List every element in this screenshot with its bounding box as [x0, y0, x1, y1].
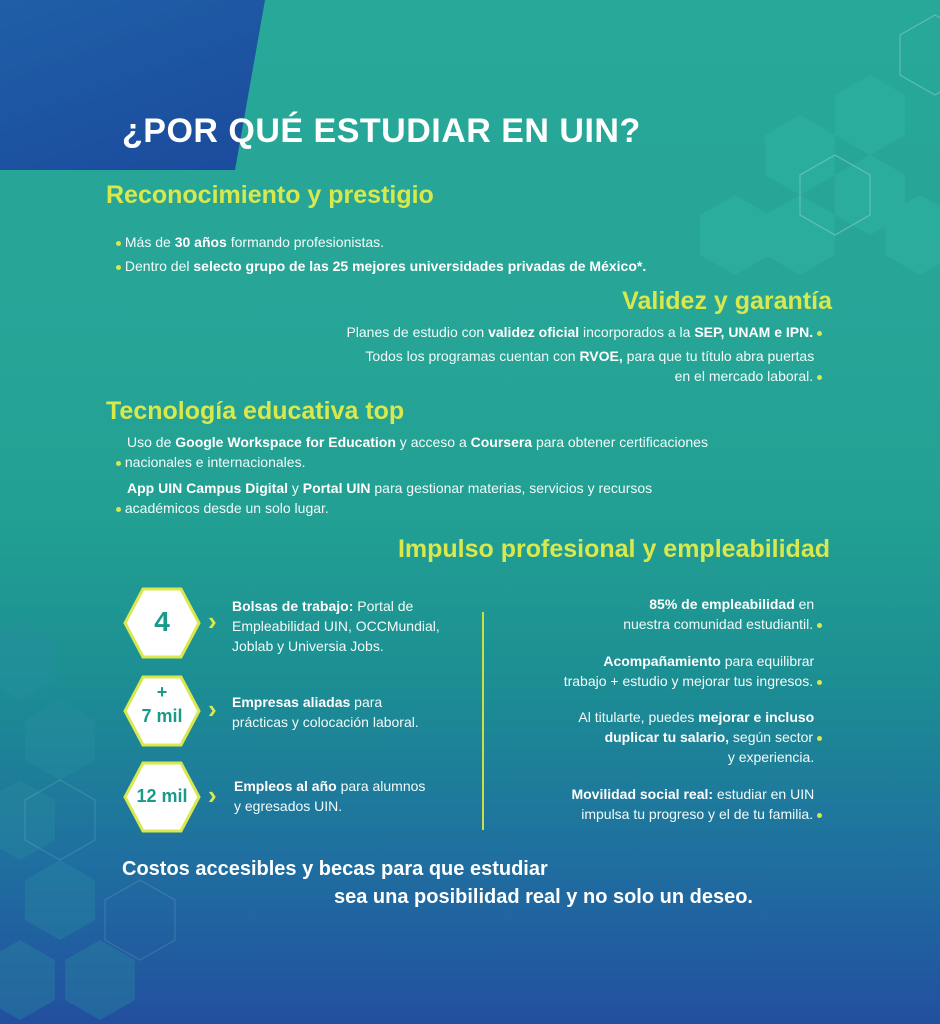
list-item: Planes de estudio con validez oficial incorporados a la SEP, UNAM e IPN.	[346, 322, 822, 342]
bullet-dot	[817, 331, 822, 336]
cta-line-1: Costos accesibles y becas para que estudiar	[122, 858, 548, 880]
bullet-dot	[116, 461, 121, 466]
divider-line	[482, 612, 484, 830]
bullet-dot	[116, 265, 121, 270]
section-heading-impulso: Impulso profesional y empleabilidad	[397, 535, 830, 563]
bullet-dot	[817, 736, 822, 741]
section-heading-tecnologia: Tecnología educativa top	[106, 397, 405, 425]
cta-line-2: sea una posibilidad real y no solo un deseo.	[334, 886, 753, 908]
stat-value: 12 mil	[136, 786, 188, 806]
section-heading-reconocimiento: Reconocimiento y prestigio	[106, 181, 434, 209]
list-item: Al titularte, puedes mejorar e incluso duplicar tu salario, según sector y experiencia.	[578, 707, 822, 767]
stat-text: Bolsas de trabajo: Portal de Empleabilidad UIN, OCCMundial, Joblab y Universia Jobs.	[232, 598, 440, 654]
list-item: Movilidad social real: estudiar en UIN impulsa tu progreso y el de tu familia.	[571, 784, 822, 824]
list-item: Más de 30 años formando profesionistas.	[116, 232, 384, 252]
stat-hexagon	[123, 674, 201, 748]
stat-hexagon	[123, 760, 201, 834]
list-item: Uso de Google Workspace for Education y acceso a Coursera para obtener certificaciones nacionales e internacionales.	[116, 432, 708, 472]
stat-text: Empresas aliadas para prácticas y colocación laboral.	[232, 694, 419, 730]
list-item: 85% de empleabilidad en nuestra comunidad estudiantil.	[623, 594, 822, 634]
chevron-right-icon: ›	[208, 694, 217, 724]
stat-plus: +	[156, 682, 168, 702]
stat-hexagon	[123, 586, 201, 660]
bullet-dot	[817, 813, 822, 818]
stat-value: 7 mil	[141, 706, 183, 726]
list-item: App UIN Campus Digital y Portal UIN para gestionar materias, servicios y recursos académicos desde un solo lugar.	[116, 478, 652, 518]
bullet-dot	[817, 623, 822, 628]
bullet-dot	[116, 241, 121, 246]
bullet-dot	[817, 680, 822, 685]
bullet-dot	[116, 507, 121, 512]
chevron-right-icon: ›	[208, 780, 217, 810]
list-item: Acompañamiento para equilibrar trabajo + estudio y mejorar tus ingresos.	[564, 651, 822, 691]
page-title: ¿POR QUÉ ESTUDIAR EN UIN?	[122, 112, 641, 150]
chevron-right-icon: ›	[208, 606, 217, 636]
list-item: Todos los programas cuentan con RVOE, para que tu título abra puertas en el mercado laboral.	[365, 346, 822, 386]
stat-value: 4	[154, 606, 170, 637]
bullet-dot	[817, 375, 822, 380]
section-heading-validez: Validez y garantía	[622, 287, 832, 315]
list-item: Dentro del selecto grupo de las 25 mejores universidades privadas de México*.	[116, 256, 646, 276]
stat-text: Empleos al año para alumnos y egresados UIN.	[234, 778, 426, 814]
